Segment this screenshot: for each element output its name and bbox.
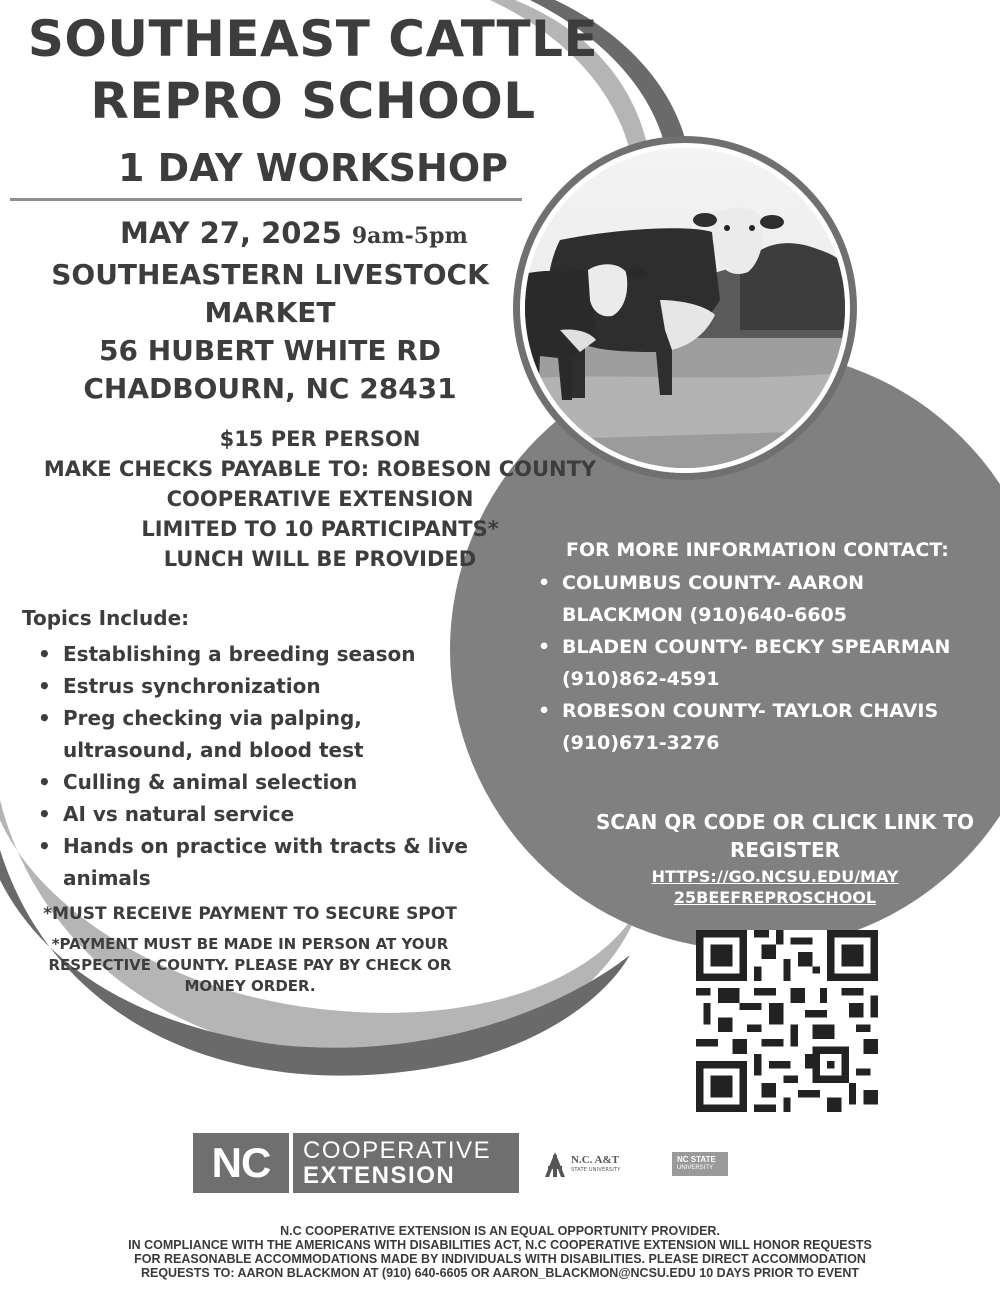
contact-item: • COLUMBUS COUNTY- AARON BLACKMON (910)640-6605 bbox=[538, 567, 988, 631]
nc-aandt-logo bbox=[543, 1150, 621, 1180]
venue-line-1: SOUTHEASTERN LIVESTOCK bbox=[51, 258, 489, 291]
lunch-text: LUNCH WILL BE PROVIDED bbox=[163, 547, 477, 571]
topic-item: • Estrus synchronization bbox=[36, 670, 476, 702]
footer-line-4: REQUESTS TO: AARON BLACKMON AT (910) 640-6605 OR AARON_BLACKMON@NCSU.EDU 10 DAYS PRIOR TO EVENT bbox=[140, 1266, 860, 1280]
topic-item: • Preg checking via palping, ultrasound, and blood test bbox=[36, 702, 476, 766]
topics-heading: Topics Include: bbox=[22, 606, 190, 630]
footer-line-3: FOR REASONABLE ACCOMMODATIONS MADE BY INDIVIDUALS WITH DISABILITIES. PLEASE DIRECT ACCOMMODATION bbox=[134, 1252, 866, 1266]
event-date: MAY 27, 2025 bbox=[120, 216, 342, 250]
aandt-subtitle: STATE UNIVERSITY bbox=[571, 1167, 621, 1173]
aandt-name: N.C. A&T bbox=[571, 1154, 619, 1166]
ncstate-line-2: UNIVERSITY bbox=[677, 1165, 714, 1171]
contact-item: • ROBESON COUNTY- TAYLOR CHAVIS (910)671-3276 bbox=[538, 695, 988, 759]
payment-note-2: *PAYMENT MUST BE MADE IN PERSON AT YOUR RESPECTIVE COUNTY. PLEASE PAY BY CHECK OR MONEY ORDER. bbox=[48, 935, 452, 995]
topic-item: • Hands on practice with tracts & live animals bbox=[36, 830, 476, 894]
contact-item: • BLADEN COUNTY- BECKY SPEARMAN (910)862-4591 bbox=[538, 631, 988, 695]
contact-heading: FOR MORE INFORMATION CONTACT: bbox=[566, 539, 949, 561]
register-link-line-2[interactable]: 25BEEFREPROSCHOOL bbox=[673, 888, 877, 907]
title-line-2: REPRO SCHOOL bbox=[90, 72, 536, 130]
nc-logo-mark: NC bbox=[211, 1139, 271, 1186]
register-link[interactable] bbox=[600, 866, 950, 908]
price-text: $15 PER PERSON bbox=[219, 427, 421, 451]
aandt-emblem-icon bbox=[543, 1151, 567, 1179]
topic-item: • Establishing a breeding season bbox=[36, 638, 476, 670]
ncstate-line-1: NC STATE bbox=[677, 1155, 716, 1164]
register-link-line-1[interactable]: HTTPS://GO.NCSU.EDU/MAY bbox=[651, 867, 899, 886]
nc-logo-line-1: COOPERATIVE bbox=[303, 1137, 492, 1164]
venue-block bbox=[20, 256, 520, 408]
nc-logo-text bbox=[293, 1138, 519, 1188]
checks-line-1: MAKE CHECKS PAYABLE TO: ROBESON COUNTY bbox=[43, 457, 597, 481]
event-time: 9am-5pm bbox=[351, 223, 468, 249]
footer-line-1: N.C COOPERATIVE EXTENSION IS AN EQUAL OPPORTUNITY PROVIDER. bbox=[280, 1224, 720, 1238]
qr-code-icon[interactable] bbox=[696, 930, 878, 1112]
event-subtitle: 1 DAY WORKSHOP bbox=[118, 146, 508, 190]
header-divider bbox=[10, 198, 522, 201]
topic-item: • AI vs natural service bbox=[36, 798, 476, 830]
address-line-1: 56 HUBERT WHITE RD bbox=[98, 334, 441, 367]
title-line-1: SOUTHEAST CATTLE bbox=[27, 10, 599, 68]
register-instructions: SCAN QR CODE OR CLICK LINK TO REGISTER bbox=[596, 810, 974, 862]
footer-disclaimer bbox=[10, 1224, 990, 1280]
payment-note-1: *MUST RECEIVE PAYMENT TO SECURE SPOT bbox=[43, 904, 457, 924]
topics-list bbox=[36, 638, 476, 894]
footer-line-2: IN COMPLIANCE WITH THE AMERICANS WITH DISABILITIES ACT, N.C COOPERATIVE EXTENSION WILL HONOR REQUESTS bbox=[128, 1238, 872, 1252]
topic-item: • Culling & animal selection bbox=[36, 766, 476, 798]
date-time-line bbox=[120, 216, 468, 250]
limit-text: LIMITED TO 10 PARTICIPANTS* bbox=[141, 517, 499, 541]
nc-cooperative-extension-logo bbox=[193, 1133, 519, 1193]
address-line-2: CHADBOURN, NC 28431 bbox=[83, 372, 457, 405]
nc-logo-line-2: EXTENSION bbox=[303, 1162, 456, 1189]
contact-list bbox=[538, 567, 988, 759]
venue-line-2: MARKET bbox=[204, 296, 336, 329]
payment-notes bbox=[20, 904, 480, 997]
checks-line-2: COOPERATIVE EXTENSION bbox=[166, 487, 474, 511]
event-title bbox=[8, 8, 618, 132]
pricing-block bbox=[20, 424, 620, 574]
nc-state-logo bbox=[672, 1152, 728, 1176]
